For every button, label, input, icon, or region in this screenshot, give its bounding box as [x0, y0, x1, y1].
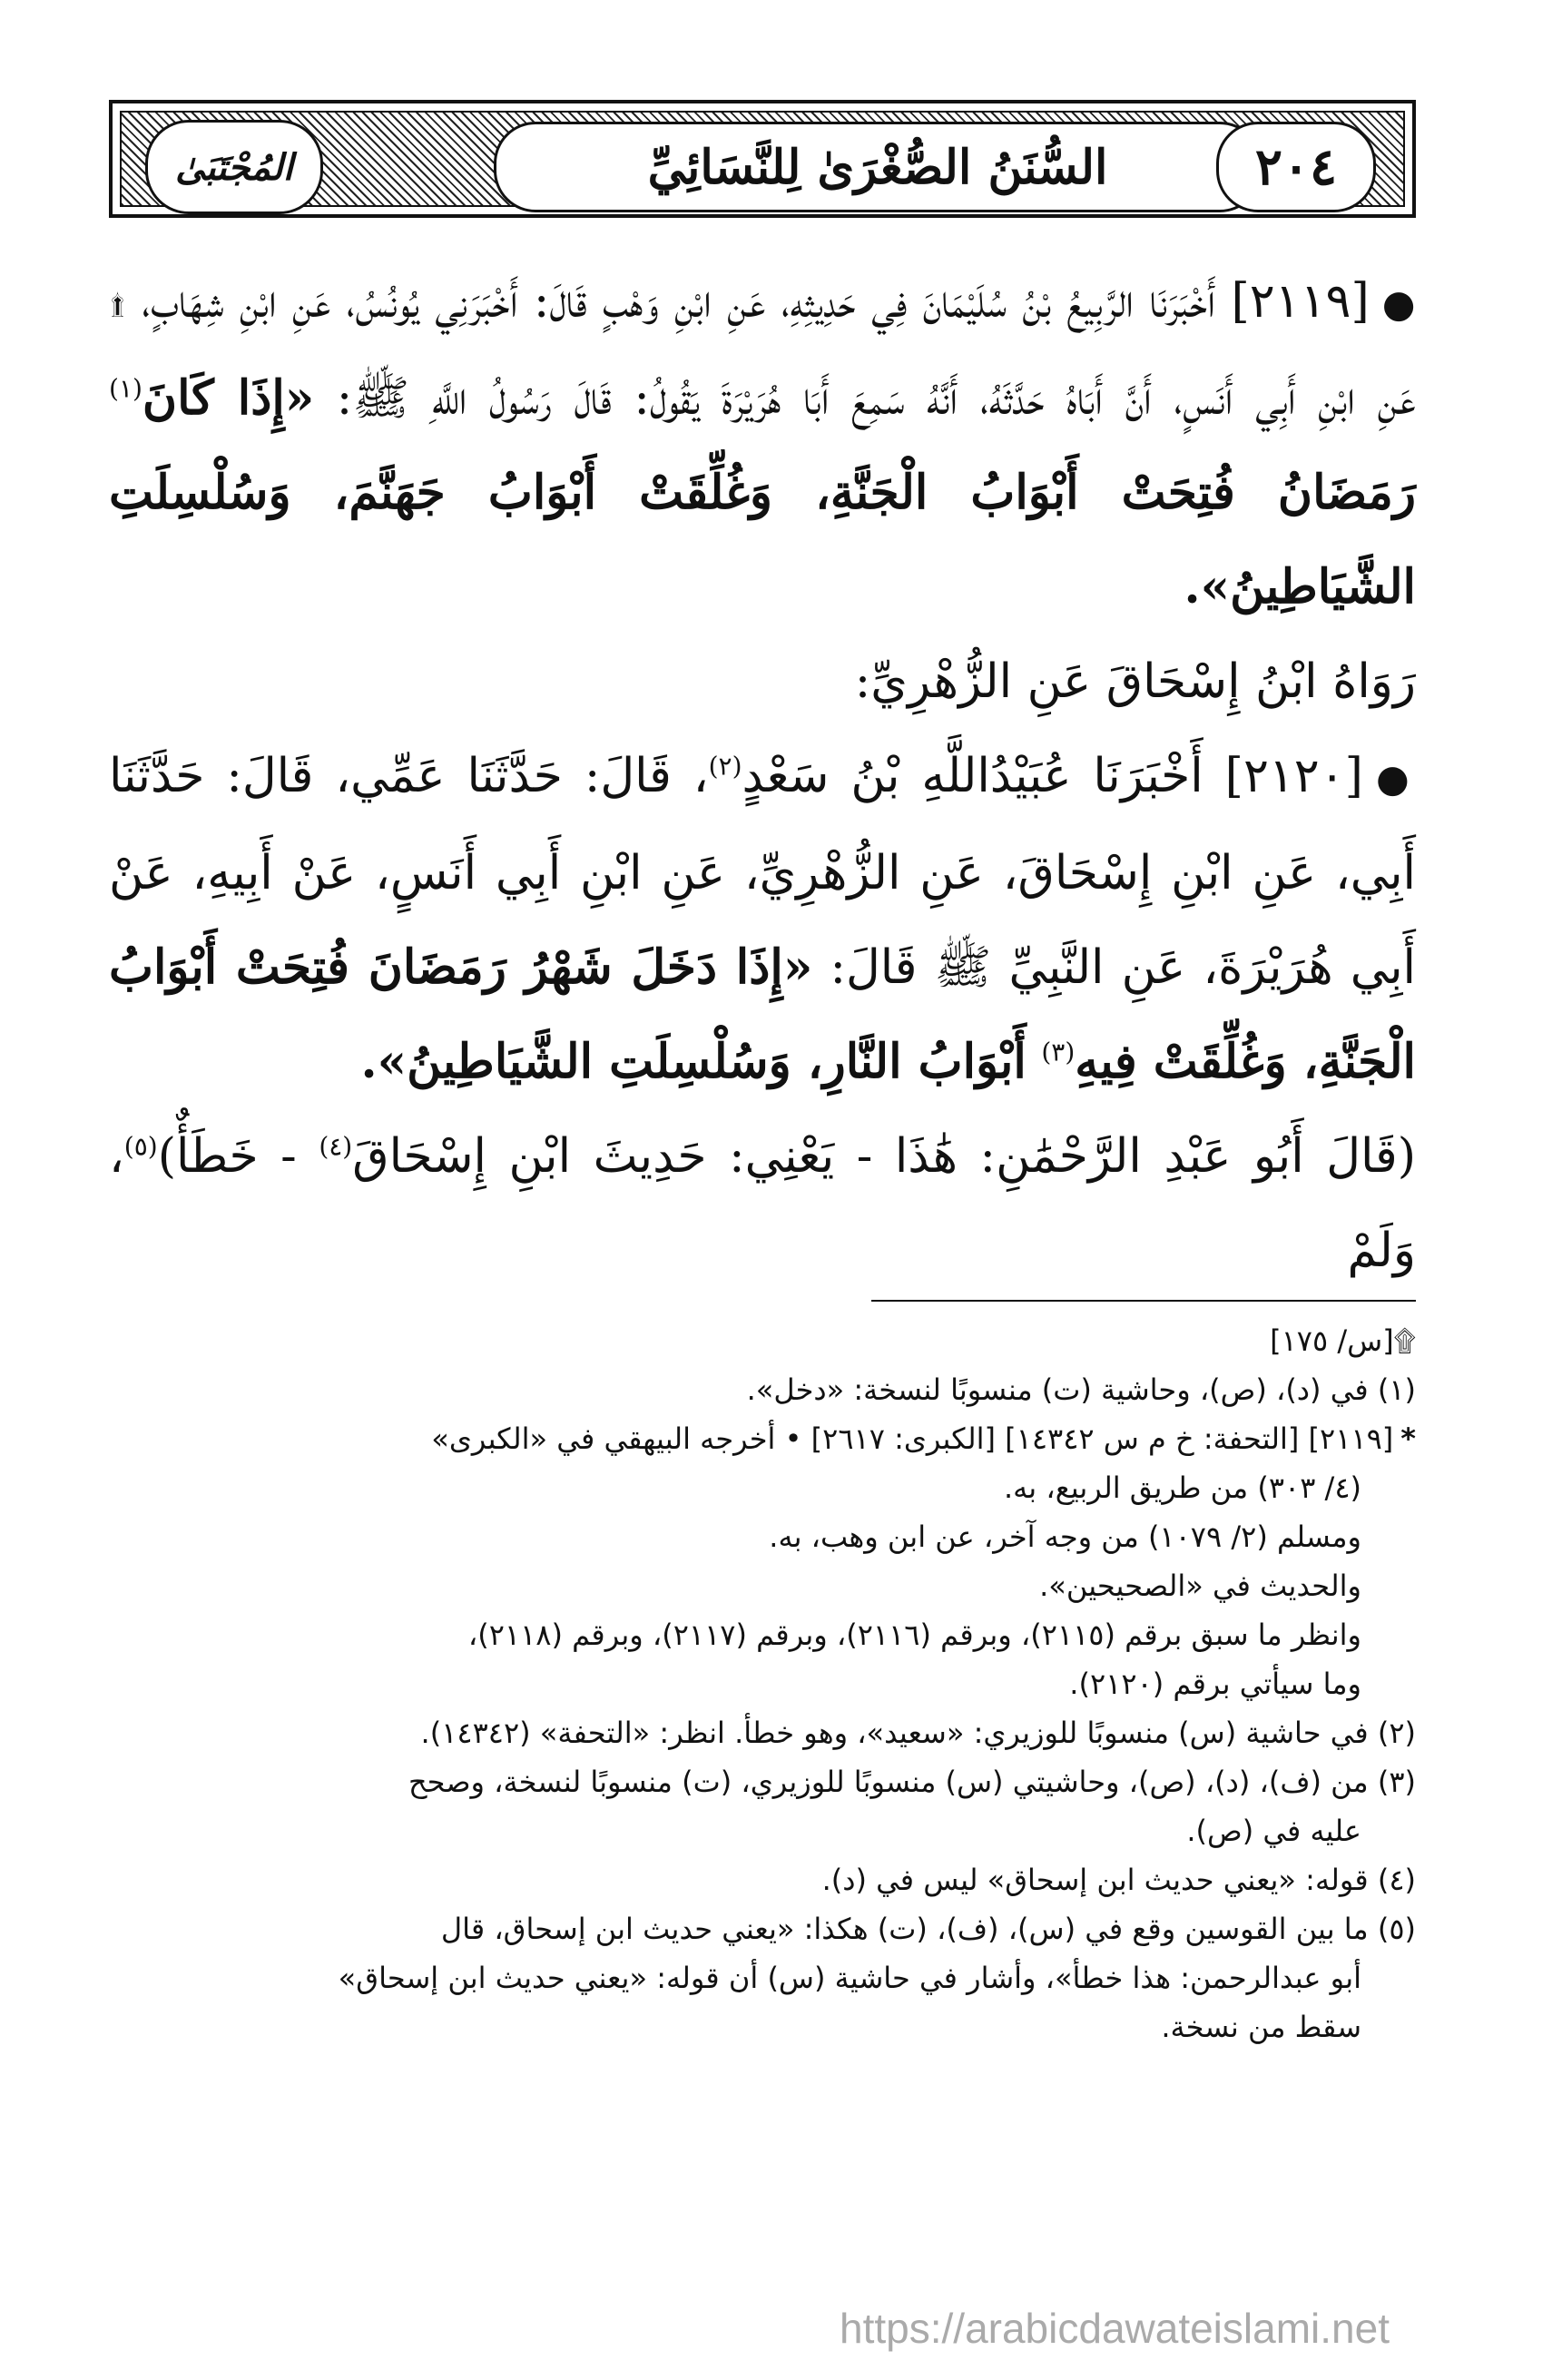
page-reference: ۩[س/ ١٧٥] — [1270, 1323, 1416, 1358]
comment-text: - خَطَأٌ) — [157, 1129, 297, 1184]
footnote-5-cont: أبو عبدالرحمن: هذا خطأ»، وأشار في حاشية (س) أن قوله: «يعني حديث ابن إسحاق» — [338, 1961, 1361, 1995]
footnote-marker: (٥) — [123, 1131, 158, 1162]
takhrij-line: ومسلم (٢/ ١٠٧٩) من وجه آخر، عن ابن وهب، به. — [769, 1519, 1361, 1554]
takhrij-line: وما سيأتي برقم (٢١٢٠). — [1069, 1667, 1361, 1701]
book-seal-text: المُجْتَبَىٰ — [175, 145, 293, 189]
header-title-box — [494, 122, 1262, 212]
page-number-box — [1216, 122, 1376, 212]
footnote-1: (١) في (د)، (ص)، وحاشية (ت) منسوبًا لنسخة: «دخل». — [746, 1372, 1416, 1407]
hadith-number: [٢١١٩] — [1231, 274, 1370, 329]
hadith-text: يُونُسُ، عَنِ ابْنِ شِهَابٍ، ۩ عَنِ ابْنِ أَبِي أَنَسٍ، أَنَّ أَبَاهُ حَدَّثَهُ، أَنَّهُ سَمِعَ — [109, 274, 1416, 426]
takhrij-head-text: [٢١١٩] [التحفة: خ م س ١٤٣٤٢] [الكبرى: ٢٦١٧] • أخرجه البيهقي في «الكبرى» — [431, 1421, 1394, 1456]
takhrij-head — [109, 1414, 1416, 1463]
footnote-marker: (٢) — [708, 751, 742, 782]
takhrij-line: وانظر ما سبق برقم (٢١١٥)، وبرقم (٢١١٦)، وبرقم (٢١١٧)، وبرقم (٢١١٨)، — [467, 1618, 1361, 1652]
footnote-separator — [871, 1300, 1416, 1302]
hadith-quote: «إِذَا كَانَ — [142, 370, 315, 426]
star-icon: * — [1400, 1421, 1416, 1456]
comment-text: (قَالَ أَبُو عَبْدِ الرَّحْمَٰنِ: هَٰذَا - يَعْنِي: حَدِيثَ ابْنِ إِسْحَاقَ — [352, 1129, 1417, 1184]
hadith-text: أَخْبَرَنَا عُبَيْدُاللَّهِ بْنُ سَعْدٍ — [742, 749, 1203, 803]
page-header — [109, 100, 1416, 218]
book-title: السُّنَنُ الصُّغْرَىٰ لِلنَّسَائِيِّ — [647, 139, 1108, 195]
takhrij-line: والحديث في «الصحيحين». — [1039, 1569, 1361, 1603]
hadith-text: أَبَا هُرَيْرَةَ يَقُولُ: قَالَ رَسُولُ اللَّهِ ﷺ: — [336, 371, 830, 426]
main-text — [109, 254, 1416, 1298]
hadith-text: ، قَالَ: حَدَّثَنَا عَمِّي، قَالَ: حَدَّثَنَا أَبِي، عَنِ ابْنِ إِسْحَاقَ، عَنِ الزُّهْرِيِّ، عَنِ ابْنِ أَبِي أَنَسٍ، عَنْ أَبِيهِ، عَنْ أَبِي هُرَيْرَةَ، عَنِ النَّبِيِّ ﷺ قَالَ: — [109, 749, 1416, 995]
hadith-text: أَخْبَرَنَا الرَّبِيعُ بْنُ سُلَيْمَانَ فِي حَدِيثِهِ، عَنِ ابْنِ وَهْبٍ قَالَ: أَخْبَرَنِي — [435, 274, 1216, 329]
bullet-icon: ● — [1381, 281, 1417, 326]
footnote-4: (٤) قوله: «يعني حديث ابن إسحاق» ليس في (د). — [821, 1863, 1416, 1897]
footnotes — [109, 1316, 1416, 2051]
footnote-3-cont: عليه في (ص). — [1186, 1814, 1361, 1848]
header-ornament-border — [120, 111, 1405, 207]
footnote-5-cont: سقط من نسخة. — [1161, 2010, 1361, 2044]
footnote-5: (٥) ما بين القوسين وقع في (س)، (ف)، (ت) هكذا: «يعني حديث ابن إسحاق، قال — [440, 1912, 1416, 1946]
hadith-2120 — [109, 729, 1416, 1109]
hadith-quote: أَبْوَابُ النَّارِ، وَسُلْسِلَتِ الشَّيَاطِينُ». — [360, 1034, 1027, 1089]
hadith-number: [٢١٢٠] — [1224, 749, 1363, 803]
hadith-2119 — [109, 254, 1416, 634]
page-number: ٢٠٤ — [1254, 137, 1338, 197]
book-seal — [145, 120, 323, 214]
footnote-marker: (٣) — [1041, 1037, 1076, 1067]
watermark-url: https://arabicdawateislami.net — [840, 2305, 1390, 2352]
hadith-quote: رَمَضَانُ فُتِحَتْ أَبْوَابُ الْجَنَّةِ، وَغُلِّقَتْ أَبْوَابُ جَهَنَّمَ، وَسُلْسِلَتِ الشَّيَاطِينُ». — [109, 465, 1416, 615]
takhrij-line: (٤/ ٣٠٣) من طريق الربيع، به. — [1003, 1470, 1361, 1505]
footnote-marker: (٤) — [319, 1131, 353, 1162]
author-comment — [109, 1109, 1416, 1298]
footnote-2: (٢) في حاشية (س) منسوبًا للوزيري: «سعيد»، وهو خطأ. انظر: «التحفة» (١٤٣٤٢). — [420, 1716, 1416, 1750]
comment-text: ، وَلَمْ — [109, 1129, 1416, 1278]
hadith-quote: «إِذَا دَخَلَ شَهْرُ رَمَضَانَ فُتِحَتْ أَبْوَابُ الْجَنَّةِ، وَغُلِّقَتْ فِيهِ — [109, 939, 1416, 1089]
section-heading: رَوَاهُ ابْنُ إِسْحَاقَ عَنِ الزُّهْرِيِّ: — [854, 654, 1416, 709]
footnote-marker: (١) — [109, 373, 142, 404]
footnote-3: (٣) من (ف)، (د)، (ص)، وحاشيتي (س) منسوبًا للوزيري، (ت) منسوبًا لنسخة، وصحح — [408, 1765, 1416, 1799]
bullet-icon: ● — [1375, 756, 1417, 801]
